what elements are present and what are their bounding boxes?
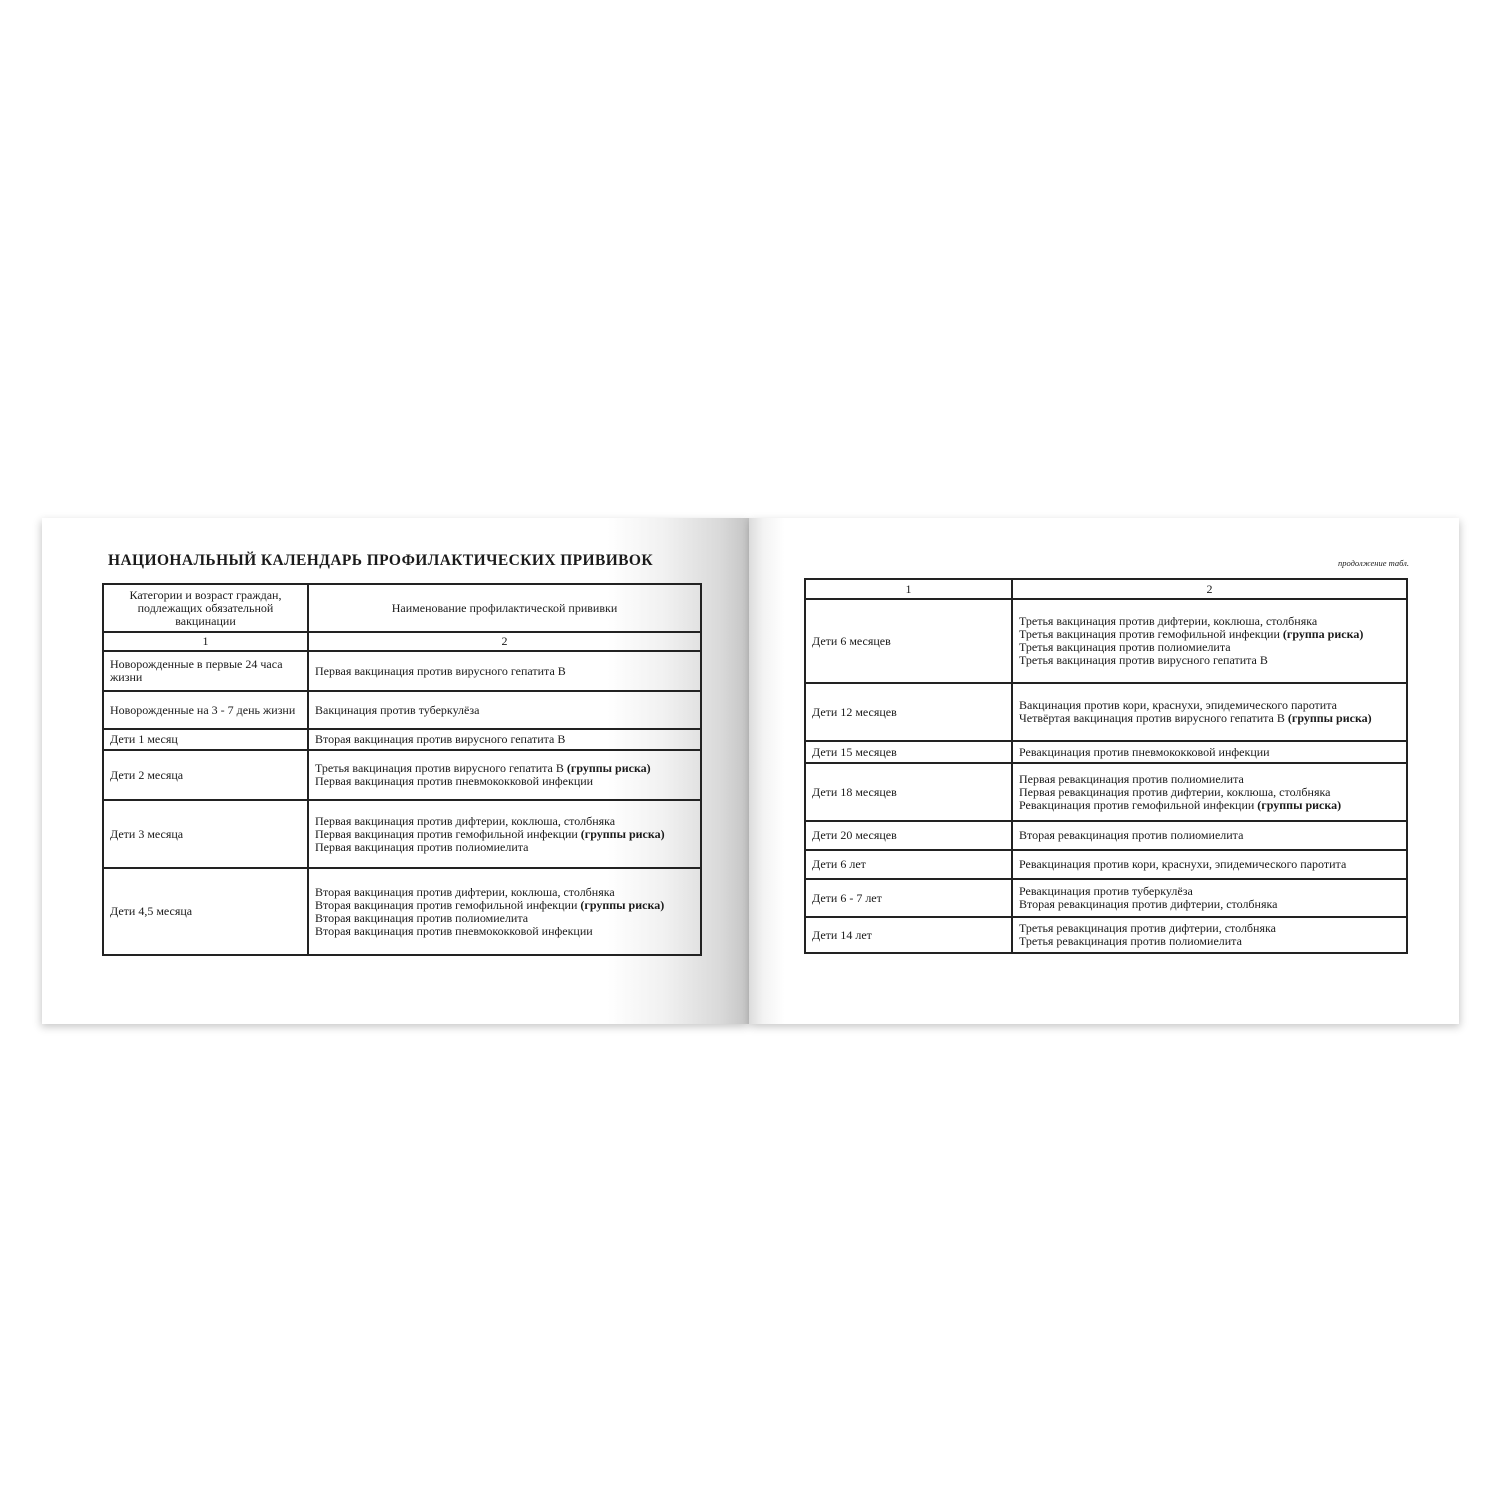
vaccine-line [315,841,694,854]
vaccine-text: Вакцинация против туберкулёза [315,702,480,717]
vaccine-cell [308,651,701,691]
table-row [103,729,701,750]
category-cell: Дети 12 месяцев [805,683,1012,741]
column-number-1: 1 [805,579,1012,599]
category-cell: Новорожденные на 3 - 7 день жизни [103,691,308,729]
category-cell: Дети 2 месяца [103,750,308,800]
vaccine-line [1019,799,1400,812]
column-number-2: 2 [308,632,701,651]
vaccine-line [315,665,694,678]
vaccine-line [1019,746,1400,759]
continuation-note: продолжение табл. [1337,558,1409,568]
vaccine-text: Первая вакцинация против полиомиелита [315,839,529,854]
right-table-body [805,579,1407,953]
vaccine-text: Вторая вакцинация против вирусного гепатита В [315,732,566,746]
vaccine-line [1019,829,1400,842]
category-cell: Дети 4,5 месяца [103,868,308,955]
vaccine-cell [308,868,701,955]
vaccine-cell [1012,879,1407,917]
risk-group-note: (группы риска) [566,761,651,775]
category-cell: Дети 6 - 7 лет [805,879,1012,917]
table-row [805,763,1407,821]
vaccine-text: Ревакцинация против гемофильной инфекции [1019,797,1258,812]
header-category: Категории и возраст граждан, подлежащих обязательной вакцинации [103,584,308,632]
table-row [805,741,1407,763]
vaccine-line [1019,935,1400,948]
category-cell: Дети 20 месяцев [805,821,1012,850]
vaccine-line [315,925,694,938]
vaccine-text: Вакцинация против кори, краснухи, эпидемического паротита [1019,698,1337,712]
vaccine-cell [308,800,701,868]
vaccine-text: Третья вакцинация против дифтерии, коклюша, столбняка [1019,614,1318,628]
vaccine-text: Первая вакцинация против вирусного гепатита В [315,663,566,678]
left-table-body [103,584,701,955]
vaccine-text: Вторая вакцинация против пневмококковой инфекции [315,923,593,938]
column-number-row [103,632,701,651]
vaccine-text: Вторая вакцинация против гемофильной инфекции [315,897,581,912]
vaccine-text: Третья вакцинация против гемофильной инфекции [1019,627,1283,641]
vaccine-line [315,733,694,746]
vaccine-text: Первая ревакцинация против дифтерии, коклюша, столбняка [1019,784,1331,799]
table-row [805,917,1407,953]
category-cell: Дети 18 месяцев [805,763,1012,821]
table-row [103,651,701,691]
vaccine-cell [1012,821,1407,850]
vaccine-line [315,775,694,788]
category-cell: Новорожденные в первые 24 часа жизни [103,651,308,691]
vaccine-cell [1012,850,1407,879]
vaccine-cell [308,750,701,800]
vaccine-cell [1012,741,1407,763]
table-row [103,868,701,955]
vaccine-line [1019,898,1400,911]
table-row [805,850,1407,879]
vaccine-text: Третья ревакцинация против полиомиелита [1019,934,1242,948]
vaccine-cell [1012,763,1407,821]
vaccination-table-right [804,578,1408,954]
table-row [103,750,701,800]
vaccine-text: Ревакцинация против кори, краснухи, эпидемического паротита [1019,857,1347,871]
category-cell: Дети 1 месяц [103,729,308,750]
vaccine-line [1019,654,1400,667]
vaccine-text: Третья вакцинация против вирусного гепатита В [1019,653,1268,667]
vaccine-text: Вторая вакцинация против полиомиелита [315,910,529,925]
left-page [42,518,749,1024]
vaccine-cell [1012,599,1407,683]
vaccination-table-left [102,583,702,956]
category-cell: Дети 3 месяца [103,800,308,868]
table-row [805,683,1407,741]
vaccine-text: Первая вакцинация против пневмококковой инфекции [315,774,594,788]
vaccine-line [315,704,694,717]
vaccine-text: Вторая ревакцинация против дифтерии, столбняка [1019,897,1278,911]
table-row [805,599,1407,683]
vaccine-text: Первая ревакцинация против полиомиелита [1019,771,1244,786]
vaccine-cell [308,729,701,750]
risk-group-note: (группы риска) [580,897,665,912]
vaccine-text: Третья вакцинация против полиомиелита [1019,640,1231,654]
table-row [805,879,1407,917]
vaccine-text: Третья ревакцинация против дифтерии, столбняка [1019,921,1276,935]
column-number-1: 1 [103,632,308,651]
category-cell: Дети 15 месяцев [805,741,1012,763]
vaccine-line [1019,712,1400,725]
table-row [103,800,701,868]
vaccine-cell [308,691,701,729]
vaccine-text: Ревакцинация против пневмококковой инфекции [1019,744,1270,759]
category-cell: Дети 6 лет [805,850,1012,879]
vaccine-cell [1012,917,1407,953]
vaccine-text: Вторая вакцинация против дифтерии, коклюша, столбняка [315,884,615,899]
risk-group-note: (группы риска) [1287,711,1372,725]
vaccine-text: Вторая ревакцинация против полиомиелита [1019,828,1244,842]
vaccine-text: Первая вакцинация против гемофильной инфекции [315,826,581,841]
column-number-2: 2 [1012,579,1407,599]
table-header-row [103,584,701,632]
risk-group-note: (группа риска) [1282,627,1364,641]
column-number-row [805,579,1407,599]
table-row [103,691,701,729]
header-vaccine-name: Наименование профилактической прививки [308,584,701,632]
risk-group-note: (группы риска) [580,826,665,841]
table-row [805,821,1407,850]
risk-group-note: (группы риска) [1257,797,1342,812]
right-page [749,518,1459,1024]
vaccine-text: Третья вакцинация против вирусного гепатита В [315,761,567,775]
vaccine-text: Первая вакцинация против дифтерии, коклюша, столбняка [315,813,616,828]
vaccine-text: Четвёртая вакцинация против вирусного гепатита В [1019,711,1288,725]
vaccine-line [1019,858,1400,871]
category-cell: Дети 14 лет [805,917,1012,953]
page-title: НАЦИОНАЛЬНЫЙ КАЛЕНДАРЬ ПРОФИЛАКТИЧЕСКИХ ПРИВИВОК [108,552,654,569]
category-cell: Дети 6 месяцев [805,599,1012,683]
vaccine-cell [1012,683,1407,741]
vaccine-text: Ревакцинация против туберкулёза [1019,884,1193,898]
